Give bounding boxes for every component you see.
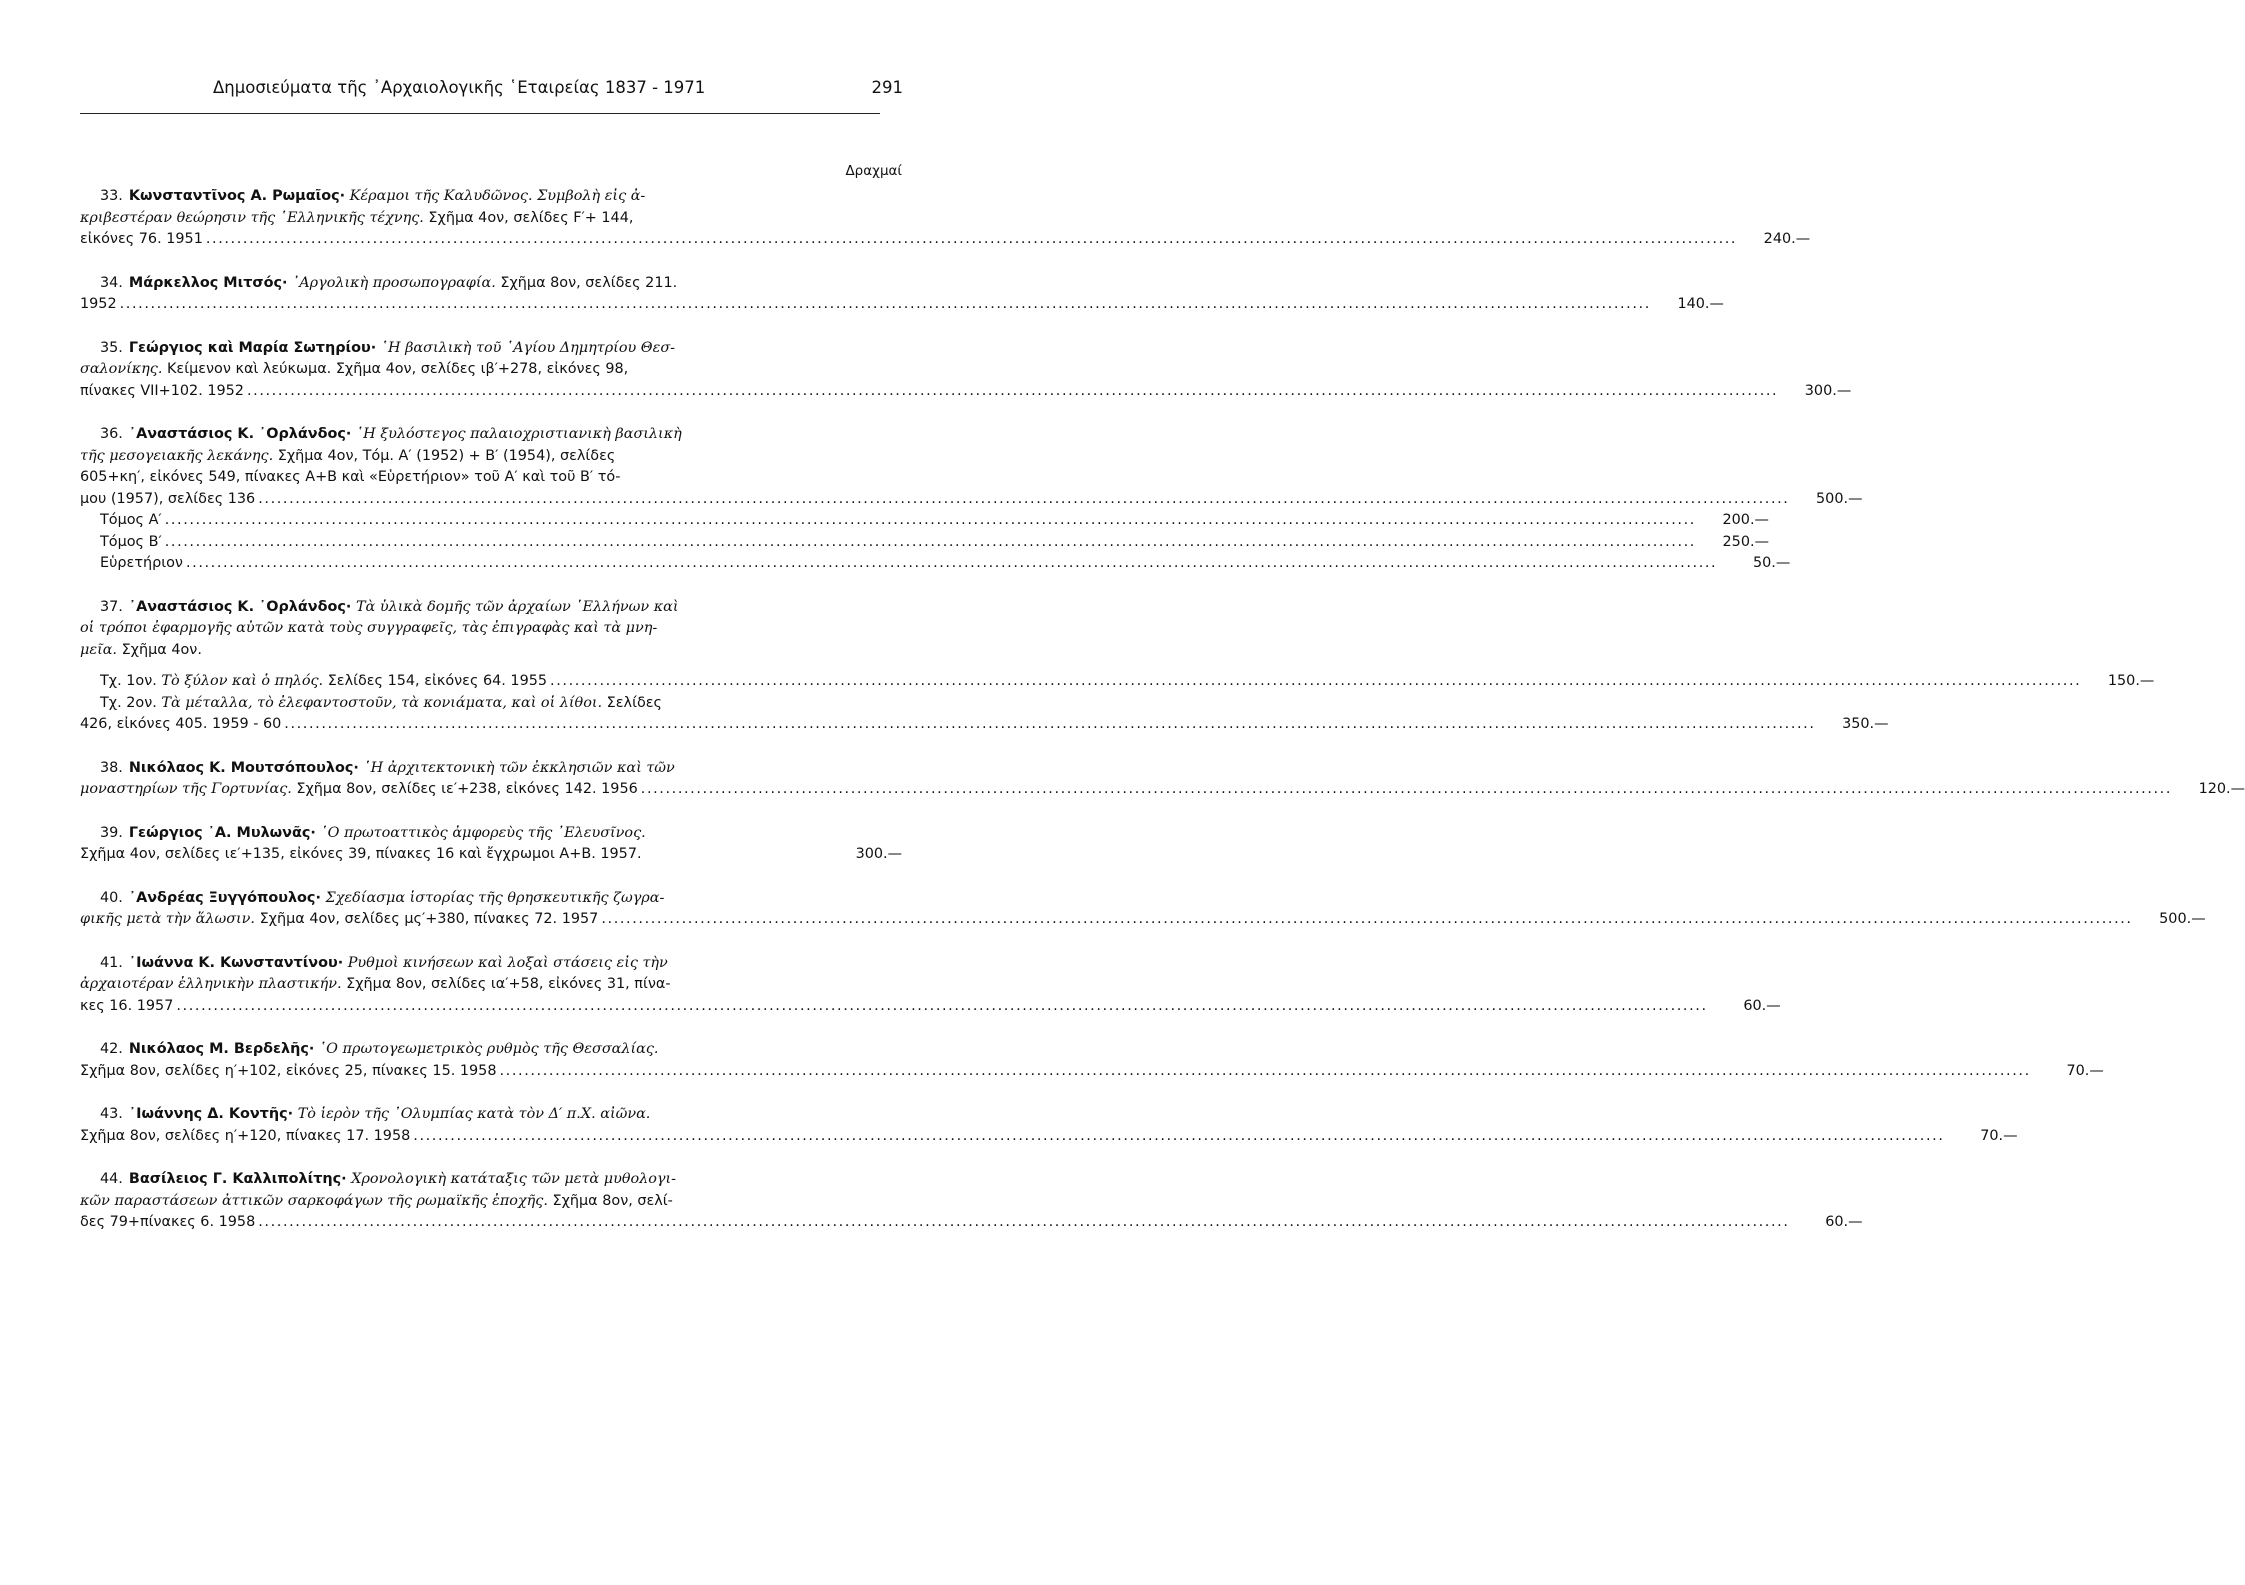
list-item-37 [80, 597, 2155, 736]
entry-author: Μάρκελλος Μιτσός· [128, 274, 288, 291]
entry-details-cont: 605+κη′, εἰκόνες 549, πίνακες Α+Β καὶ «Εὑρετήριον» τοῦ Α′ καὶ τοῦ Β′ τό- [80, 469, 621, 485]
entry-title: ῾Η ξυλόστεγος παλαιοχριστιανικὴ βασιλικὴ [355, 426, 682, 442]
leader-dots [176, 996, 1707, 1018]
sub-item-label: Εὑρετήριον [100, 555, 183, 571]
entry-details: Σχῆμα 8ον, σελίδες η′+102, εἰκόνες 25, πίνακες 15. 1958 [80, 1062, 497, 1079]
entry-author: ᾿Αναστάσιος Κ. ᾿Ορλάνδος· [128, 598, 352, 615]
entry-author: Γεώργιος καὶ Μαρία Σωτηρίου· [128, 339, 377, 356]
entry-details-cont: εἰκόνες 76. 1951 [80, 231, 203, 247]
entry-price: 70.— [1980, 1127, 2018, 1144]
sub-item-label: Τόμος Β′ [100, 533, 162, 550]
entry-price: 140.— [1677, 296, 1724, 312]
list-item-42 [80, 1039, 2104, 1082]
leader-dots [413, 1126, 1944, 1148]
entry-number: 38. [100, 759, 123, 776]
list-item-35 [80, 338, 1852, 403]
entry-title: Κέραμοι τῆς Καλυδῶνος. Συμβολὴ εἰς ἀ- [349, 188, 646, 204]
entry-title: ῾Η βασιλικὴ τοῦ ῾Αγίου Δημητρίου Θεσ- [380, 339, 676, 356]
entry-number: 34. [100, 274, 123, 291]
entry-details: Σχῆμα 4ον. [117, 641, 202, 658]
entry-number: 39. [100, 824, 123, 841]
leader-dots [186, 553, 1717, 575]
entry-title-cont: φικῆς μετὰ τὴν ἅλωσιν. [80, 911, 256, 927]
entry-author: Κωνσταντῖνος Α. Ρωμαῖος· [128, 188, 346, 204]
entry-title-cont: κῶν παραστάσεων ἀττικῶν σαρκοφάγων τῆς ρωμαϊκῆς ἐποχῆς. [80, 1192, 548, 1209]
fascicle-title: Τὸ ξύλον καὶ ὁ πηλός. [161, 673, 324, 689]
sub-item-price: 250.— [1722, 533, 1769, 550]
list-item-43 [80, 1104, 2018, 1147]
list-item-44 [80, 1169, 1863, 1234]
entry-title-cont: μεῖα. [80, 641, 118, 658]
fascicle-label: Τχ. 2ον. [100, 694, 157, 711]
sub-item-fascicle-1 [80, 671, 2155, 693]
entry-details-cont: δες 79+πίνακες 6. 1958 [80, 1214, 256, 1230]
entry-price: 240.— [1763, 231, 1811, 247]
entry-author: Γεώργιος ᾿Α. Μυλωνᾶς· [128, 824, 316, 841]
leader-dots [284, 714, 1815, 736]
entry-details: Σχῆμα 8ον, σελίδες 211. [495, 274, 678, 291]
entry-price: 300.— [855, 846, 902, 862]
entry-details: Σχῆμα 4ον, σελίδες μς′+380, πίνακες 72. 1957 [255, 911, 599, 927]
leader-dots [247, 381, 1778, 403]
entry-price: 70.— [2066, 1062, 2104, 1079]
entry-title-cont: σαλονίκης. [80, 361, 163, 377]
entry-author: ᾿Ιωάννα Κ. Κωνσταντίνου· [128, 954, 344, 971]
leader-dots [500, 1061, 2031, 1083]
entry-title: ῾Η ἀρχιτεκτονικὴ τῶν ἐκκλησιῶν καὶ τῶν [363, 759, 675, 776]
leader-dots [601, 909, 2132, 931]
leader-dots [550, 671, 2081, 693]
sub-item-index [80, 553, 1791, 575]
entry-number: 43. [100, 1106, 123, 1122]
entry-price: 60.— [1825, 1214, 1863, 1230]
entry-price: 120.— [2198, 781, 2245, 797]
entry-details: Σχῆμα 4ον, σελίδες ιε′+135, εἰκόνες 39, πίνακες 16 καὶ ἔγχρωμοι Α+Β. 1957. [80, 846, 642, 862]
entry-title-cont: οἱ τρόποι ἐφαρμογῆς αὐτῶν κατὰ τοὺς συγγραφεῖς, τὰς ἐπιγραφὰς καὶ τὰ μνη- [80, 620, 658, 636]
fascicle-title: Τὰ μέταλλα, τὸ ἐλεφαντοστοῦν, τὰ κονιάματα, καὶ οἱ λίθοι. [161, 694, 603, 711]
entry-price: 500.— [2159, 911, 2206, 927]
leader-dots [165, 510, 1696, 532]
list-item-40 [80, 888, 2206, 931]
entry-title: Ρυθμοὶ κινήσεων καὶ λοξαὶ στάσεις εἰς τὴν [347, 954, 668, 971]
entry-title: Σχεδίασμα ἱστορίας τῆς θρησκευτικῆς ζωγρα- [325, 889, 665, 906]
entry-author: Νικόλαος Κ. Μουτσόπουλος· [128, 759, 359, 776]
entry-number: 41. [100, 954, 123, 971]
entry-details: Κείμενον καὶ λεύκωμα. Σχῆμα 4ον, σελίδες ιβ′+278, εἰκόνες 98, [162, 361, 629, 377]
sub-item-volume-a [80, 510, 1769, 532]
entry-details: Σχῆμα 8ον, σελί- [547, 1192, 673, 1209]
header-rule [80, 113, 880, 114]
entry-title: Τὸ ἱερὸν τῆς ᾿Ολυμπίας κατὰ τὸν Δ′ π.Χ. αἰῶνα. [297, 1106, 651, 1122]
entry-details: Σχῆμα 4ον, σελίδες F′+ 144, [423, 209, 634, 226]
list-item-39 [80, 823, 902, 866]
leader-dots [641, 779, 2172, 801]
entry-price: 60.— [1743, 997, 1781, 1014]
entry-details: Σχῆμα 4ον, Τόμ. Α′ (1952) + Β′ (1954), σελίδες [273, 447, 616, 464]
entry-title: ῾Ο πρωτοαττικὸς ἀμφορεὺς τῆς ᾿Ελευσῖνος. [320, 824, 646, 841]
entry-details-cont: μου (1957), σελίδες 136 [80, 490, 256, 507]
list-item-33 [80, 186, 1811, 251]
list-item-36 [80, 424, 1863, 575]
entry-details: Σχῆμα 8ον, σελίδες η′+120, πίνακες 17. 1958 [80, 1127, 411, 1144]
page-number: 291 [871, 78, 903, 97]
entry-title: ᾿Αργολικὴ προσωπογραφία. [292, 274, 496, 291]
header-title: Δημοσιεύματα τῆς ᾿Αρχαιολογικῆς ῾Εταιρείας 1837 - 1971 [213, 78, 706, 97]
sub-item-fascicle-2 [80, 693, 902, 715]
leader-dots [120, 294, 1651, 316]
leader-dots [206, 229, 1737, 251]
entry-details-cont: κες 16. 1957 [80, 997, 174, 1014]
entry-author: ᾿Ανδρέας Ξυγγόπουλος· [128, 889, 321, 906]
publication-list [80, 186, 2245, 1256]
list-item-38 [80, 758, 2245, 801]
entry-number: 40. [100, 889, 123, 906]
list-item-34 [80, 273, 1724, 316]
entry-number: 35. [100, 339, 123, 356]
entry-title-cont: τῆς μεσογειακῆς λεκάνης. [80, 447, 274, 464]
sub-item-price: 350.— [1842, 716, 1889, 732]
entry-title: Χρονολογικὴ κατάταξις τῶν μετὰ μυθολογι- [351, 1171, 677, 1187]
entry-number: 33. [100, 188, 123, 204]
entry-details-cont: πίνακες VII+102. 1952 [80, 382, 244, 399]
entry-number: 44. [100, 1171, 123, 1187]
entry-number: 37. [100, 598, 123, 615]
entry-price: 500.— [1816, 490, 1863, 507]
entry-title: ῾Ο πρωτογεωμετρικὸς ρυθμὸς τῆς Θεσσαλίας. [318, 1041, 659, 1057]
sub-item-price: 150.— [2107, 673, 2155, 689]
sub-item-price: 50.— [1752, 555, 1791, 571]
list-item-41 [80, 953, 1781, 1018]
fascicle-details-cont: 426, εἰκόνες 405. 1959 - 60 [80, 716, 282, 732]
entry-number: 42. [100, 1041, 123, 1057]
leader-dots [258, 1212, 1789, 1234]
entry-title-cont: ἀρχαιοτέραν ἑλληνικὴν πλαστικήν. [80, 976, 342, 992]
entry-author: ᾿Αναστάσιος Κ. ᾿Ορλάνδος· [128, 426, 352, 442]
fascicle-details: Σελίδες [602, 694, 662, 711]
entry-number: 36. [100, 426, 123, 442]
fascicle-details: Σελίδες 154, εἰκόνες 64. 1955 [323, 673, 548, 689]
entry-details-cont: 1952 [80, 296, 117, 312]
leader-dots [165, 532, 1696, 554]
entry-author: ᾿Ιωάννης Δ. Κοντῆς· [128, 1106, 294, 1122]
sub-item-price: 200.— [1722, 512, 1769, 528]
entry-author: Βασίλειος Γ. Καλλιπολίτης· [128, 1171, 347, 1187]
entry-author: Νικόλαος Μ. Βερδελῆς· [128, 1041, 315, 1057]
sub-item-volume-b [80, 532, 1769, 554]
leader-dots [258, 489, 1789, 511]
entry-price: 300.— [1804, 382, 1852, 399]
entry-details: Σχῆμα 8ον, σελίδες ια′+58, εἰκόνες 31, πίνα- [341, 976, 671, 992]
entry-title-cont: μοναστηρίων τῆς Γορτυνίας. [80, 781, 292, 797]
entry-details: Σχῆμα 8ον, σελίδες ιε′+238, εἰκόνες 142. 1956 [291, 781, 638, 797]
currency-column-label: Δραχμαί [845, 163, 902, 179]
entry-title: Τὰ ὑλικὰ δομῆς τῶν ἀρχαίων ῾Ελλήνων καὶ [355, 598, 679, 615]
sub-item-label: Τόμος Α′ [100, 512, 162, 528]
fascicle-label: Τχ. 1ον. [100, 673, 157, 689]
entry-title-cont: κριβεστέραν θεώρησιν τῆς ῾Ελληνικῆς τέχνης. [80, 209, 424, 226]
